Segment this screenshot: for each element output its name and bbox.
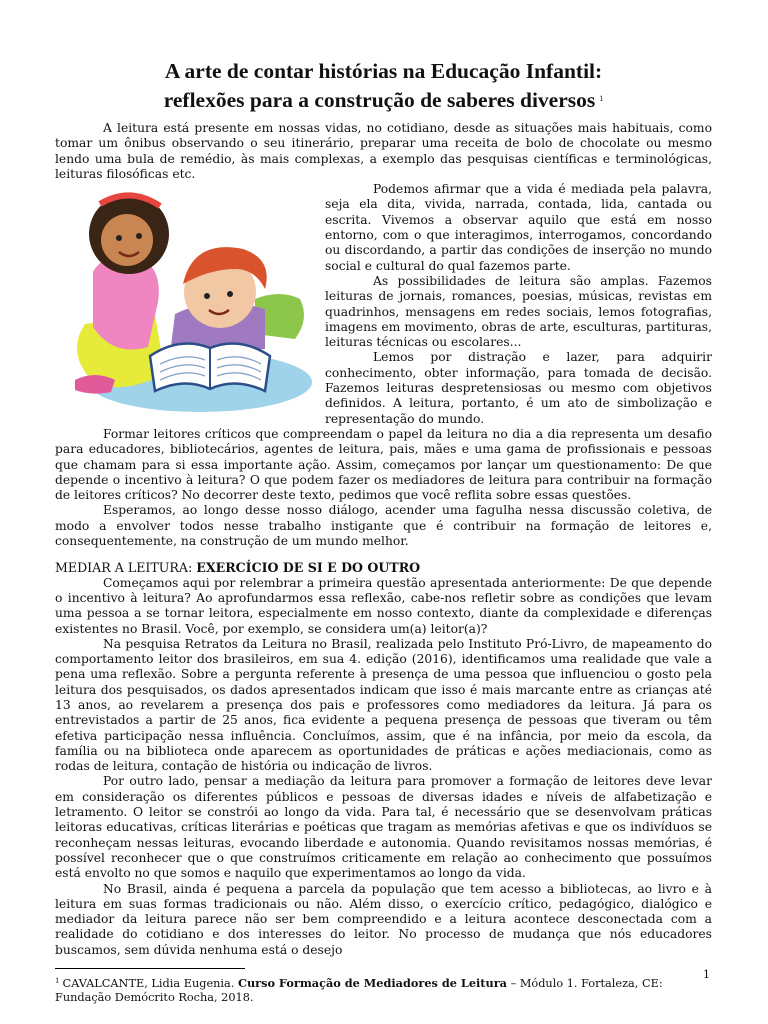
paragraph: Podemos afirmar que a vida é mediada pela palavra, seja ela dita, vivida, narrada, contada, lida, cantada ou escrita. Vivemos a observar aquilo que está em nosso entorno, com o que interagimos, interrogamos, concordando ou discordando, a partir das condições de inserção no mundo social e cultural do qual fazemos parte.: [325, 182, 712, 273]
paragraph: Por outro lado, pensar a mediação da leitura para promover a formação de leitores deve levar em consideração os diferentes públicos e pessoas de diversas idades e níveis de alfabetização e letramento. O leitor se constrói ao longo da vida. Para tal, é necessário que se desenvolvam práticas leitoras educativas, críticas literárias e poéticas que tragam as memórias afetivas e que os indivíduos se reconheçam nessas leituras, evocando liberdade e autonomia. Quando revisitamos nossas memórias, é possível reconhecer que o que construímos criticamente em relação ao conhecimento que possuímos está envolto no que somos e naquilo que experimentamos ao longo da vida.: [55, 774, 712, 881]
paragraph: A leitura está presente em nossas vidas, no cotidiano, desde as situações mais habituais, como tomar um ônibus observando o seu itinerário, preparar uma receita de bolo de chocolate ou mesmo lendo uma bula de remédio, às mais complexas, a exemplo das pesquisas científicas e terminológicas, leituras filosóficas etc.: [55, 121, 712, 181]
page-number: 1: [703, 968, 710, 981]
section-heading: [55, 560, 712, 575]
paragraph: No Brasil, ainda é pequena a parcela da população que tem acesso a bibliotecas, ao livro e à leitura em suas formas tradicionais ou não. Além disso, o exercício crítico, pedagógico, dialógico e mediador da leitura parece não ser bem compreendido e a leitura acontece desconectada com a realidade do cotidiano e dos interesses do leitor. No processo de mudança que nós educadores buscamos, sem dúvida nenhuma está o desejo: [55, 881, 712, 957]
footnote-rest: – Módulo 1. Fortaleza, CE: Fundação Demócrito Rocha, 2018.: [55, 977, 663, 1005]
title-line-2: [55, 85, 712, 114]
document-title: [55, 58, 712, 114]
children-reading-illustration: [55, 184, 315, 416]
section-heading-title: EXERCÍCIO DE SI E DO OUTRO: [196, 560, 421, 576]
paragraph: Esperamos, ao longo desse nosso diálogo, acender uma fagulha nessa discussão coletiva, de modo a envolver todos nesse trabalho instigante que é contribuir na formação de leitores e, consequentemente, na construção de um mundo melhor.: [55, 503, 712, 549]
footnote-divider: [55, 968, 245, 969]
footnote: [55, 974, 712, 1005]
paragraph: Lemos por distração e lazer, para adquirir conhecimento, obter informação, para tomada de decisão. Fazemos leituras despretensiosas ou mesmo com objetivos definidos. A leitura, portanto, é um ato de simbolização e representação do mundo.: [325, 350, 712, 426]
title-line-2-text: reflexões para a construção de saberes diversos: [163, 88, 596, 112]
footnote-mark: 1: [55, 977, 60, 986]
paragraph: Começamos aqui por relembrar a primeira questão apresentada anteriormente: De que depende o incentivo à leitura? Ao aprofundarmos essa reflexão, cabe-nos refletir sobre as condições que levam uma pessoa a se tornar leitora, especialmente em nosso contexto, diante da complexidade e diferenças existentes no Brasil. Você, por exemplo, se considera um(a) leitor(a)?: [55, 575, 712, 636]
section-heading-prefix: MEDIAR A LEITURA:: [55, 560, 197, 576]
paragraph: As possibilidades de leitura são amplas. Fazemos leituras de jornais, romances, poesias, músicas, revistas em quadrinhos, mensagens em redes sociais, lemos fotografias, imagens em movimento, obras de arte, esculturas, partituras, leituras técnicas ou escolares...: [325, 273, 712, 350]
paragraph: Formar leitores críticos que compreendam o papel da leitura no dia a dia representa um desafio para educadores, bibliotecários, agentes de leitura, pais, mães e uma gama de profissionais e pessoas que chamam para si essa importante ação. Assim, começamos por lançar um questionamento: De que depende o incentivo à leitura? O que podem fazer os mediadores de leitura para contribuir na formação de leitores críticos? No decorrer deste texto, pedimos que você reflita sobre essas questões.: [55, 426, 712, 503]
document-page: [55, 58, 712, 1005]
footnote-author: CAVALCANTE, Lidia Eugenia.: [62, 977, 238, 991]
title-footnote-mark[interactable]: 1: [599, 94, 604, 103]
paragraph: Na pesquisa Retratos da Leitura no Brasil, realizada pelo Instituto Pró-Livro, de mapeamento do comportamento leitor dos brasileiros, em sua 4. edição (2016), identificamos uma realidade que vale a pena uma reflexão. Sobre a pergunta referente à presença de uma pessoa que influenciou o gosto pela leitura dos pesquisados, os dados apresentados indicam que isso é mais marcante entre as crianças até 13 anos, ao revelarem a presença dos pais e professores como mediadores da leitura. Já para os entrevistados a partir de 25 anos, fica evidente a pequena presença de pessoas que tiveram ou têm efetiva participação nessa influência. Concluímos, assim, que é na infância, por meio da escola, da família ou na biblioteca onde aparecem as oportunidades de práticas e ações mediacionais, como as rodas de leitura, contação de história ou indicação de livros.: [55, 636, 712, 774]
footnote-work: Curso Formação de Mediadores de Leitura: [237, 976, 507, 991]
title-line-1: A arte de contar histórias na Educação Infantil:: [164, 59, 603, 83]
